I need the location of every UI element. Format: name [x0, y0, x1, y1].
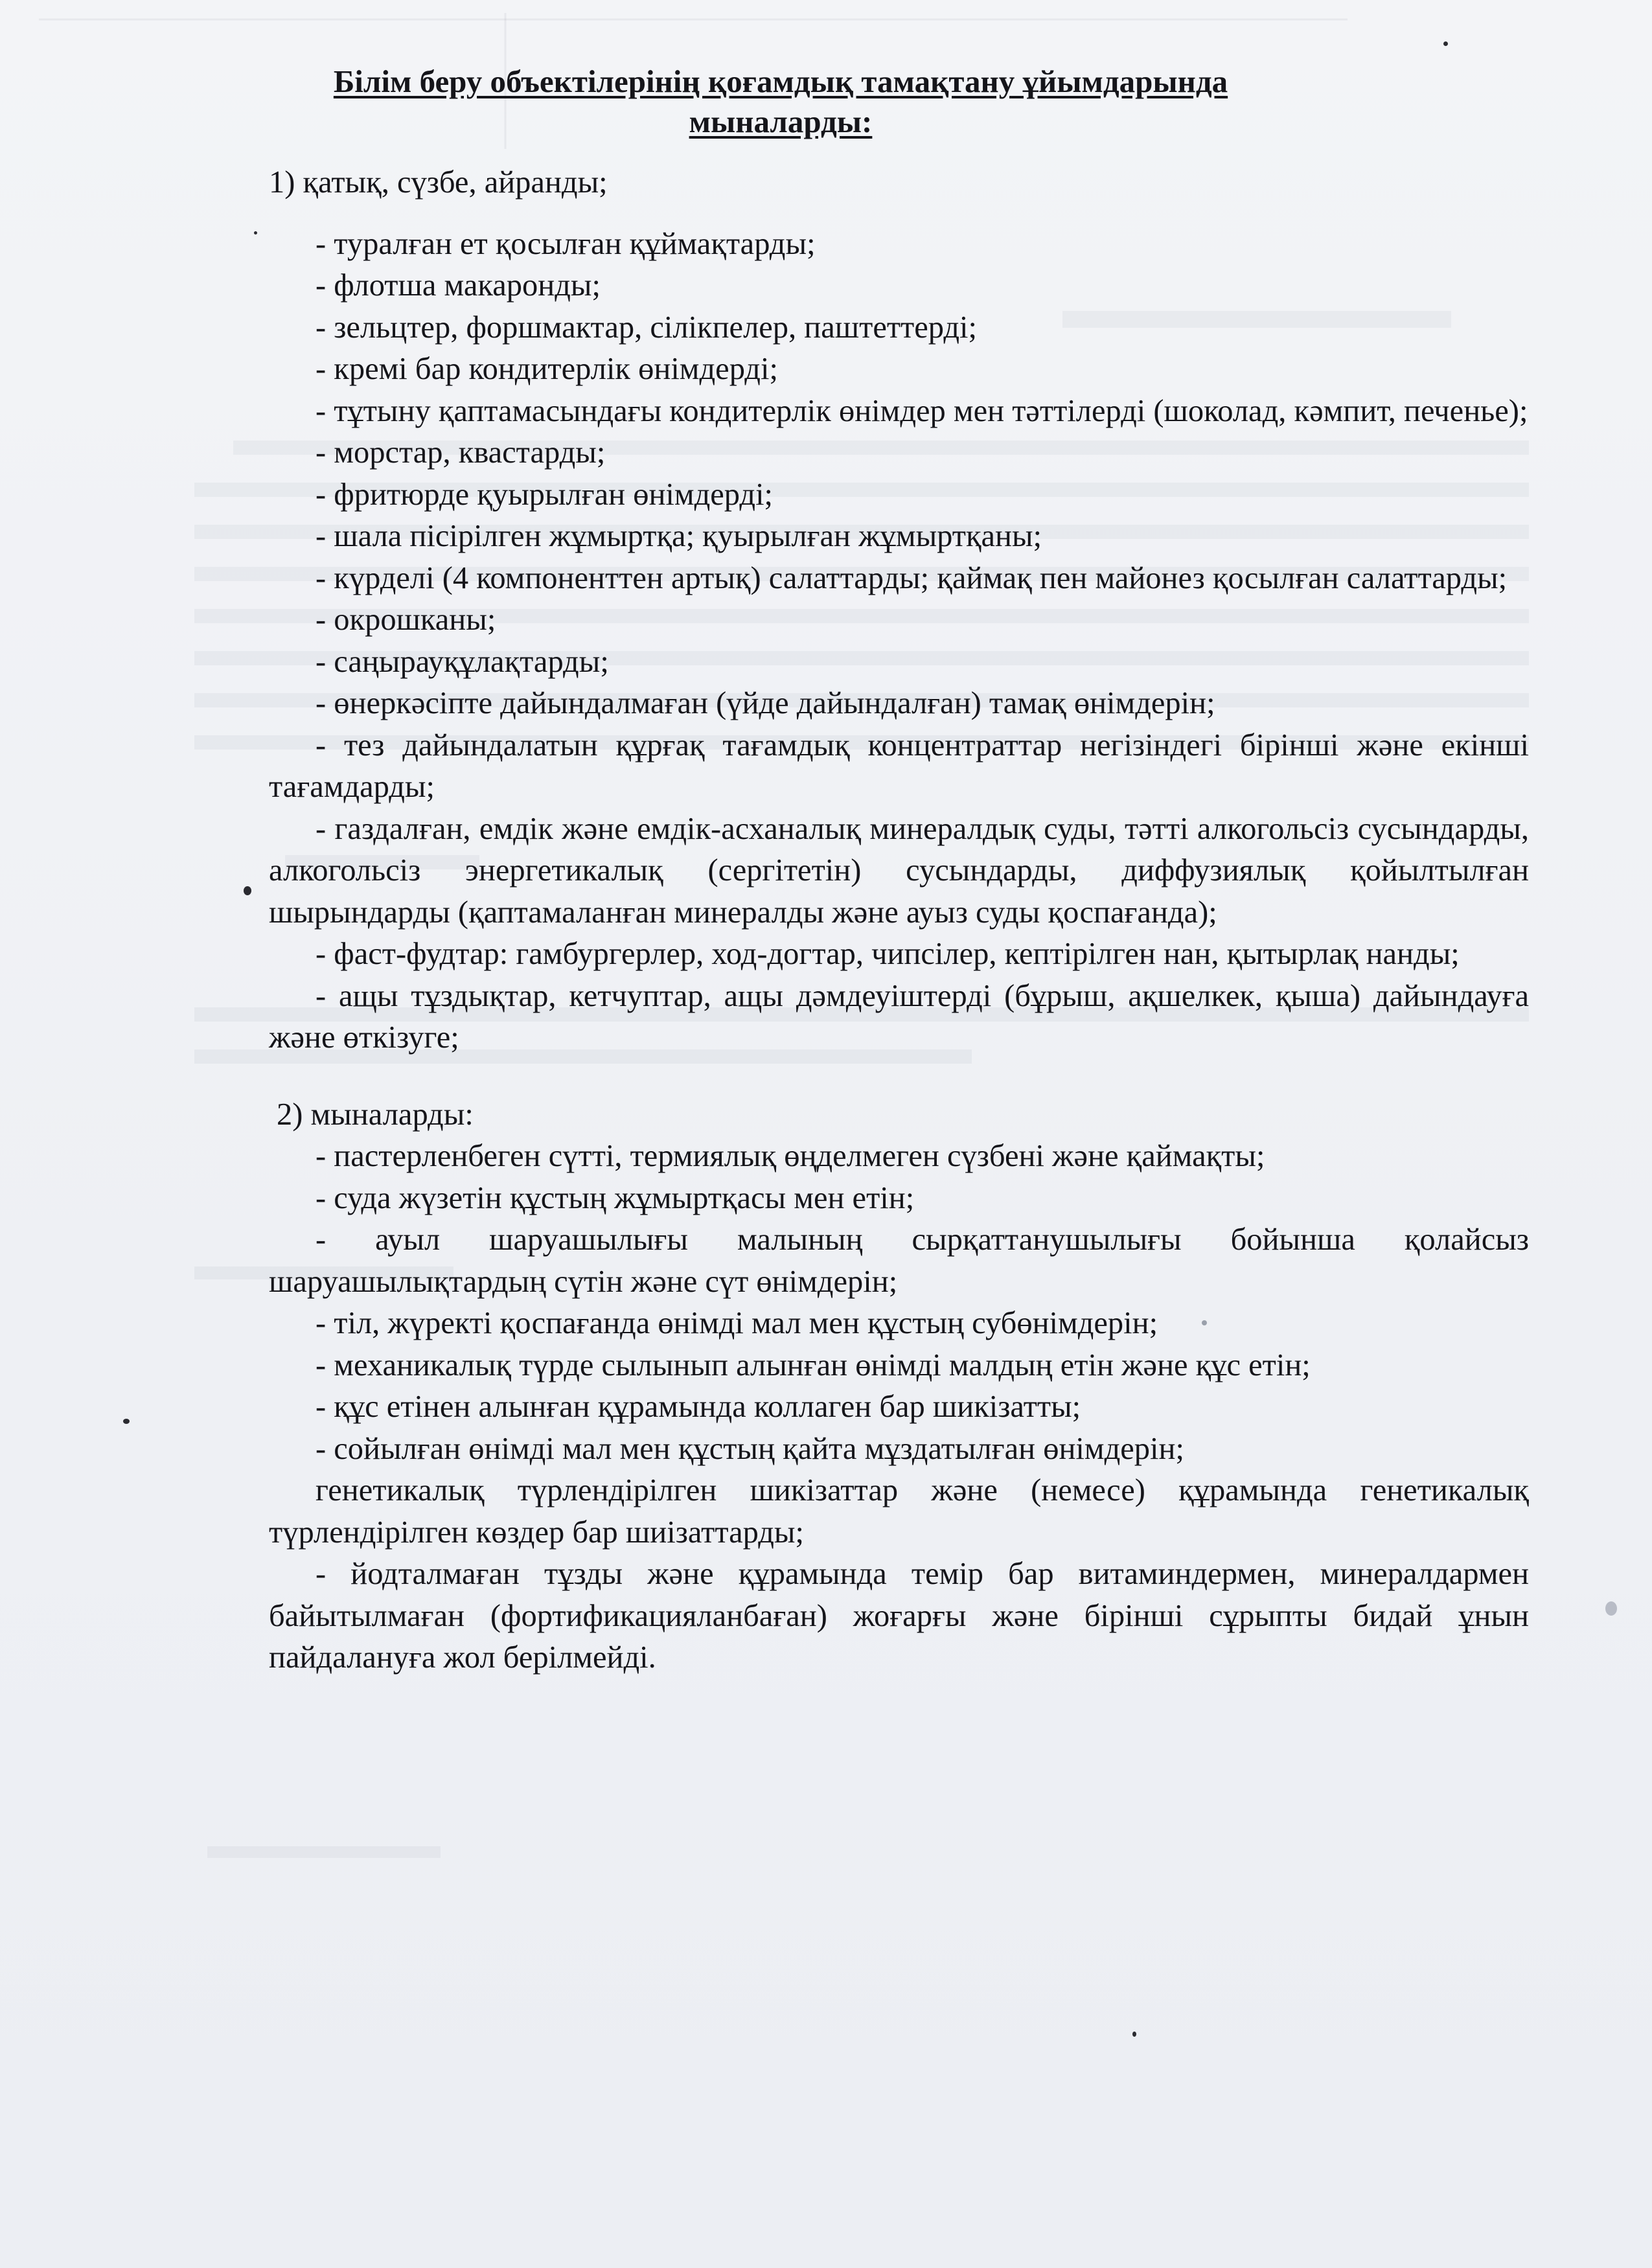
scan-speck [123, 1419, 130, 1424]
page-title: Білім беру объектілерінің қоғамдық тамақтану ұйымдарында мыналарды: [333, 63, 1228, 139]
list-item: - күрделі (4 компоненттен артық) салаттарды; қаймақ пен майонез қосылған салаттарды; [315, 560, 1508, 595]
list-item: - механикалық түрде сылынып алынған өнімді малдың етін және құс етін; [315, 1347, 1311, 1382]
scan-speck [1605, 1601, 1617, 1616]
list-item: - ащы тұздықтар, кетчуптар, ащы дәмдеуіштерді (бұрыш, ақшелкек, қыша) дайындауға және өткізуге; [269, 978, 1529, 1055]
list-item: - құс етінен алынған құрамында коллаген бар шикізатты; [315, 1390, 1081, 1424]
list-item: - морстар, квастарды; [315, 435, 606, 470]
scan-speck [1132, 2032, 1136, 2037]
list-item: - ауыл шаруашылығы малының сырқаттанушылығы бойынша қолайсыз шаруашылықтардың сүтін және сүт өнімдерін; [269, 1222, 1529, 1299]
list-item: - тіл, жүректі қоспағанда өнімді мал мен құстың субөнімдерін; [315, 1306, 1158, 1340]
list-item: генетикалық түрлендірілген шикізаттар және (немесе) құрамында генетикалық түрлендірілген көздер бар шиізаттарды; [269, 1473, 1529, 1550]
scan-speck [244, 886, 251, 895]
scan-speck [1202, 1320, 1207, 1325]
list-item: - пастерленбеген сүтті, термиялық өңделмеген сүзбені және қаймақты; [315, 1139, 1265, 1173]
list-item: - туралған ет қосылған құймақтарды; [315, 226, 816, 261]
list-item: - саңырауқұлақтарды; [315, 644, 609, 679]
section-2 [269, 1094, 1529, 1136]
scan-speck [1443, 41, 1448, 46]
list-item: - газдалған, емдік және емдік-асханалық минералдық суды, тәтті алкогольсіз сусындарды, алкогольсіз энергетикалық (сергітетін) сусындарды, диффузиялық қойылтылған шырындарды (қаптамаланған минералды және ауыз суды қоспағанда); [269, 811, 1529, 930]
list-item: - шала пісірілген жұмыртқа; қуырылған жұмыртқаны; [315, 519, 1042, 553]
list-item: - сойылған өнімді мал мен құстың қайта мұздатылған өнімдерін; [315, 1431, 1184, 1466]
section-1-heading: 1) қатық, сүзбе, айранды; [269, 165, 608, 200]
list-item: - фритюрде қуырылған өнімдерді; [315, 477, 774, 512]
list-item: - тұтыну қаптамасындағы кондитерлік өнімдер мен тәттілерді (шоколад, кәмпит, печенье); [315, 393, 1528, 428]
list-item: - суда жүзетін құстың жұмыртқасы мен етін; [315, 1180, 915, 1215]
list-item: - зельцтер, форшмактар, сілікпелер, паштеттерді; [315, 310, 978, 345]
list-item: - кремі бар кондитерлік өнімдерді; [315, 352, 778, 386]
list-item: - йодталмаған тұзды және құрамында темір бар витаминдермен, минералдармен байытылмаған (фортификацияланбаған) жоғарғы және бірінші сұрыпты бидай ұнын пайдалануға жол берілмейді. [269, 1557, 1529, 1675]
section-1 [269, 162, 1529, 1059]
list-item: - өнеркәсіпте дайындалмаған (үйде дайындалған) тамақ өнімдерін; [315, 686, 1215, 720]
scan-speck [254, 231, 257, 235]
list-item: - флотша макаронды; [315, 268, 601, 303]
list-item: - окрошканы; [315, 602, 496, 637]
document-body [269, 162, 1529, 1679]
list-item: - тез дайындалатын құрғақ тағамдық концентраттар негізіндегі бірінші және екінші тағамдарды; [269, 727, 1529, 804]
list-item: - фаст-фудтар: гамбургерлер, ход-догтар, чипсілер, кептірілген нан, қытырлақ нанды; [315, 937, 1460, 971]
section-2-heading: 2) мыналарды: [277, 1097, 474, 1132]
